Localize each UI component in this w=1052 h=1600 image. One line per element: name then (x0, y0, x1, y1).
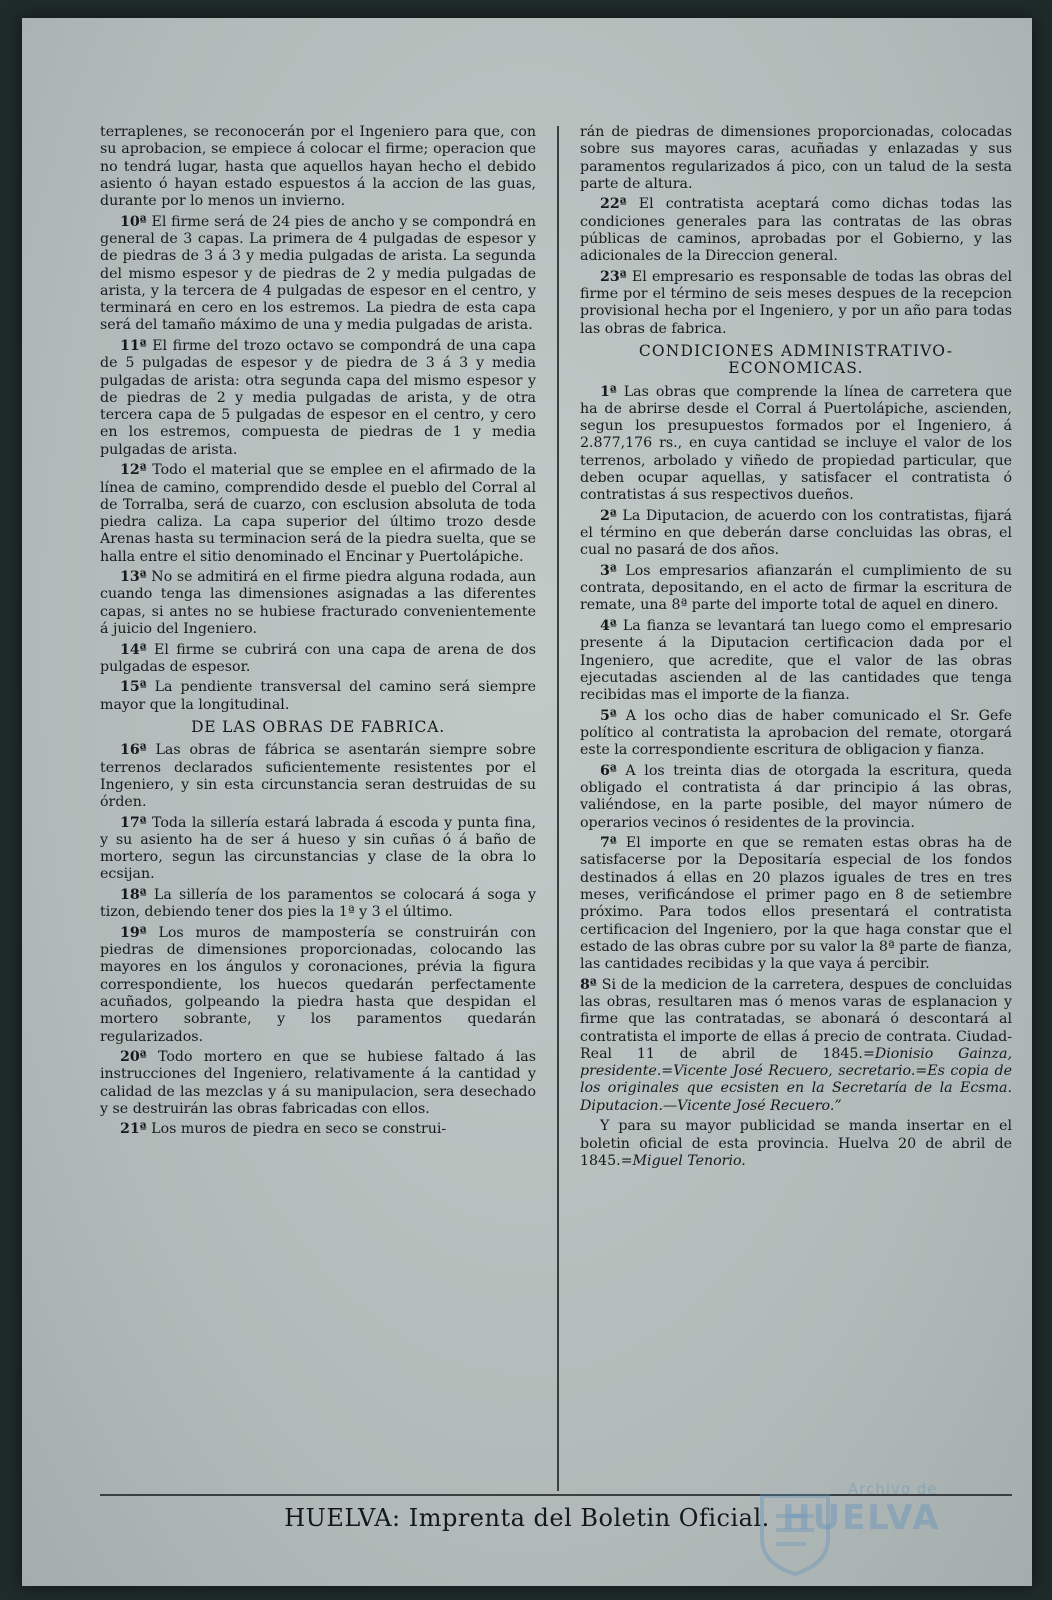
column-divider (557, 126, 559, 1491)
clause-number: 13ª (120, 569, 147, 586)
clause-paragraph (580, 563, 1012, 615)
clause-number: 15ª (120, 679, 147, 696)
clause-paragraph (100, 679, 536, 714)
clause-paragraph (100, 214, 536, 335)
clause-text: La pendiente transversal del camino será siempre mayor que la longitudinal. (100, 679, 536, 713)
clause-number: 22ª (600, 196, 627, 213)
clause-paragraph (580, 763, 1012, 832)
signatures: =Dionisio Gainza, presidente.=Vicente José Recuero, secretario.=Es copia de los originales que ecsisten en la Secretaría de la Ecsma. Diputacion.—Vicente José Recuero.” (580, 1045, 1012, 1114)
clause-text: El contratista aceptará como dichas todas las condiciones generales para las contratas de las obras públicas de caminos, aprobadas por el Gobierno, y las adicionales de la Direccion general. (580, 196, 1012, 265)
clause-paragraph (100, 1121, 536, 1138)
clause-paragraph (100, 742, 536, 811)
clause-paragraph (100, 462, 536, 566)
clause-number: 17ª (120, 814, 147, 831)
clause-text: El importe en que se rematen estas obras ha de satisfacerse por la Depositaría especial de los fondos destinados á ellas en 20 plazos iguales de tres en tres meses, verificándose el primer pago en 8 de setiembre próximo. Para todos ellos presentará el contratista certificacion del Ingeniero, por la que haga constar que el estado de las obras cubre por su valor la 8ª parte de fianza, las cantidades recibidas y la que vaya á percibir. (580, 835, 1012, 973)
clause-text: El firme se cubrirá con una capa de arena de dos pulgadas de espesor. (100, 641, 536, 675)
clause-text: Los empresarios afianzarán el cumplimiento de su contrata, depositando, en el acto de firmar la escritura de remate, una 8ª parte del importe total de aquel en dinero. (580, 562, 1012, 614)
section-heading-administrativo: CONDICIONES ADMINISTRATIVO-ECONOMICAS. (638, 341, 954, 378)
clause-number: 5ª (600, 707, 617, 724)
clause-number: 14ª (120, 641, 147, 658)
clause-paragraph (100, 1049, 536, 1118)
footer-imprint: HUELVA: Imprenta del Boletin Oficial. (284, 1504, 770, 1532)
clause-paragraph (100, 925, 536, 1046)
clause-text: La fianza se levantará tan luego como el empresario presente á la Diputacion certificacion dada por el Ingeniero, que acredite, que el valor de las obras ejecutadas ascienden al de las cantidades que tenga recibidas mas el importe de la fianza. (580, 617, 1012, 704)
clause-text: Los muros de piedra en seco se construi- (151, 1121, 447, 1138)
clause-number: 10ª (120, 213, 147, 230)
clause-number: 8ª (580, 976, 597, 993)
section-heading-fabrica: DE LAS OBRAS DE FABRICA. (191, 717, 445, 736)
clause-text: A los ocho dias de haber comunicado el Sr. Gefe político al contratista la aprobacion del remate, otorgará este la correspondiente escritura de obligacion y fianza. (580, 707, 1012, 759)
document-page (22, 18, 1032, 1586)
clause-paragraph (580, 618, 1012, 704)
clause-paragraph (100, 642, 536, 677)
left-opening-paragraph: terraplenes, se reconocerán por el Ingeniero para que, con su aprobacion, se empiece á colocar el firme; operacion que no tendrá lugar, hasta que aquellos hayan hecho el debido asiento ó hayan estado espuestos á la accion de las guas, durante por lo menos un invierno. (100, 124, 536, 210)
clause-text: Todo el material que se emplee en el afirmado de la línea de camino, comprendido desde el pueblo del Corral al de Torralba, será de cuarzo, con esclusion absoluta de toda piedra caliza. La capa superior del último trozo desde Arenas hasta su terminacion será de la piedra suelta, que se halla entre el sitio denominado el Encinar y Puertolápiche. (100, 462, 536, 565)
clause-text: Todo mortero en que se hubiese faltado á las instrucciones del Ingeniero, relativamente á la cantidad y calidad de las mezclas y á su manipulacion, sera desechado y se destruirán las obras fabricadas con ellos. (100, 1049, 536, 1117)
watermark-line2: HUELVA (782, 1498, 941, 1538)
clause-number: 11ª (120, 337, 147, 354)
clause-paragraph (100, 815, 536, 884)
clause-number: 18ª (120, 886, 147, 903)
archive-shield-icon (756, 1486, 834, 1576)
right-column (580, 124, 1012, 1173)
archive-watermark (782, 1480, 941, 1538)
clause-paragraph (100, 338, 536, 459)
clause-paragraph (580, 384, 1012, 505)
clause-number: 7ª (600, 835, 617, 852)
clause-paragraph (100, 569, 536, 638)
clause-number: 16ª (120, 742, 147, 759)
clause-text: Las obras que comprende la línea de carretera que ha de abrirse desde el Corral á Puertolápiche, ascienden, segun los presupuestos formados por el Ingeniero, á 2.877,176 rs., en cuya cantidad se incluye el valor de los terrenos, arbolado y viñedo de propiedad particular, que deben ocupar aquellas, y satisfacer el contratista ó contratistas á sus respectivos dueños. (580, 383, 1012, 504)
clause-number: 20ª (120, 1049, 147, 1066)
clause-text: Los muros de mampostería se construirán con piedras de dimensiones proporcionadas, colocando las mayores en los ángulos y coronaciones, prévia la figura correspondiente, los huecos quedarán perfectamente acuñados, golpeando la piedra hasta que despidan el mortero sobrante, y los paramentos quedarán regularizados. (100, 924, 536, 1045)
right-opening-paragraph: rán de piedras de dimensiones proporcionadas, colocadas sobre sus mayores caras, acuñadas y enlazadas y sus paramentos regularizados á pico, con un talud de la sesta parte de altura. (580, 124, 1012, 192)
clause-paragraph (580, 977, 1012, 1115)
closing-paragraph (580, 1118, 1012, 1170)
clause-text: A los treinta dias de otorgada la escritura, queda obligado el contratista á dar principio á las obras, valiéndose, en la parte posible, del mayor número de operarios vecinos ó residentes de la provincia. (580, 762, 1012, 831)
clause-number: 6ª (600, 762, 617, 779)
clause-paragraph (100, 887, 536, 922)
clause-text: El empresario es responsable de todas las obras del firme por el término de seis meses despues de la recepcion provisional hecha por el Ingeniero, y por un año para todas las obras de fabrica. (580, 268, 1012, 337)
clause-paragraph (580, 269, 1012, 338)
clause-text: Toda la sillería estará labrada á escoda y punta fina, y su asiento ha de ser á hueso y sin cuñas ó á baño de mortero, segun las circunstancias y clase de la obra lo ecsijan. (100, 814, 537, 883)
clause-text: El firme será de 24 pies de ancho y se compondrá en general de 3 capas. La primera de 4 pulgadas de espesor y de piedras de 3 á 3 y media pulgadas de arista. La segunda del mismo espesor y de piedras de 2 y media pulgadas de arista, y la tercera de 4 pulgadas de espesor en el centro, y terminará en cero en los estremos. La piedra de esta capa será del tamaño máximo de una y media pulgadas de arista. (100, 213, 536, 334)
closing-text: Y para su mayor publicidad se manda insertar en el boletin oficial de esta provincia. Huelva 20 de abril de 1845. (580, 1118, 1012, 1169)
clause-text: La sillería de los paramentos se colocará á soga y tizon, debiendo tener dos pies la 1ª y 3 el último. (100, 886, 537, 921)
clause-paragraph (580, 708, 1012, 760)
clause-text: Las obras de fábrica se asentarán siempre sobre terrenos declarados suficientemente resistentes por el Ingeniero, y sin esta circunstancia seran destruidas de su órden. (100, 742, 536, 811)
clause-number: 12ª (120, 462, 147, 479)
clause-text: Si de la medicion de la carretera, despues de concluidas las obras, resultaren mas ó menos varas de esplanacion y firme que las contratadas, se abonará ó descontará al contratista el importe de ellas á precio de contrata. Ciudad-Real 11 de abril de 1845. (580, 976, 1013, 1062)
clause-number: 2ª (600, 507, 617, 524)
clause-number: 21ª (120, 1121, 147, 1138)
clause-number: 23ª (600, 268, 627, 285)
clause-text: La Diputacion, de acuerdo con los contratistas, fijará el término en que deberán darse concluidas las obras, el cual no pasará de dos años. (580, 507, 1012, 559)
clause-paragraph (580, 196, 1012, 265)
watermark-line1: Archivo de (848, 1480, 938, 1498)
clause-number: 19ª (120, 924, 147, 941)
clause-paragraph (580, 835, 1012, 973)
clause-number: 1ª (600, 383, 617, 400)
clause-text: El firme del trozo octavo se compondrá de una capa de 5 pulgadas de espesor y de piedra de 3 á 3 y media pulgadas de arista: otra segunda capa del mismo espesor y de piedras de 2 y media pulgadas de arista, y de otra tercera capa de 5 pulgadas de espesor en el centro, y cero en los estremos, compuesta de piedras de 1 y media pulgadas de arista. (100, 337, 536, 458)
clause-paragraph (580, 508, 1012, 560)
clause-number: 3ª (600, 562, 617, 579)
closing-signature: =Miguel Tenorio. (620, 1152, 746, 1169)
clause-number: 4ª (600, 617, 617, 634)
clause-text: No se admitirá en el firme piedra alguna rodada, aun cuando tenga las dimensiones asignadas a las diferentes capas, si antes no se hubiese fracturado convenientemente á juicio del Ingeniero. (100, 569, 536, 638)
left-column (100, 124, 536, 1142)
